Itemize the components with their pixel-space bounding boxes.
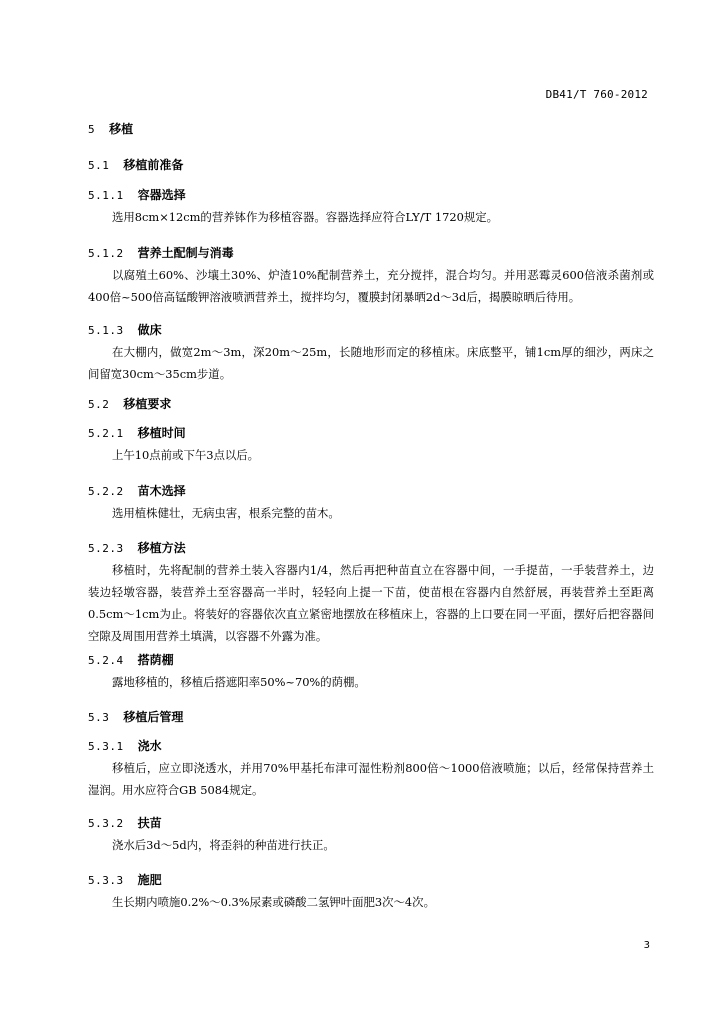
subsection-heading: 5.2.2 苗木选择 — [88, 484, 186, 498]
paragraph-method: 移植时，先将配制的营养土装入容器内1/4，然后再把种苗直立在容器中间，一手提苗，一手装营养土，边装边轻墩容器，装营养土至容器高一半时，轻轻向上提一下苗，使苗根在容器内自然舒展，再装营养土至距离0.5cm～1cm为止。将装好的容器依次直立紧密地摆放在移植床上，容器的上口要在同一平面，摆好后把容器间空隙及周围用营养土填满，以容器不外露为准。 — [88, 563, 654, 643]
subsection-heading: 5.2.4 搭荫棚 — [88, 653, 174, 667]
subsection-heading: 5.3.2 扶苗 — [88, 816, 162, 830]
subsection-heading: 5.1.2 营养土配制与消毒 — [88, 246, 234, 260]
paragraph-support: 浇水后3d～5d内，将歪斜的种苗进行扶正。 — [112, 838, 335, 852]
paragraph-fertilize: 生长期内喷施0.2%～0.3%尿素或磷酸二氢钾叶面肥3次～4次。 — [112, 895, 435, 909]
section-heading: 5.2 移植要求 — [88, 397, 172, 411]
paragraph-water: 移植后，应立即浇透水，并用70%甲基托布津可湿性粉剂800倍～1000倍液喷施；以后，经常保持营养土湿润。用水应符合GB 5084规定。 — [88, 761, 654, 797]
paragraph-bed: 在大棚内，做宽2m～3m，深20m～25m，长随地形而定的移植床。床底整平，铺1cm厚的细沙，两床之间留宽30cm～35cm步道。 — [88, 345, 654, 381]
paragraph-seedling: 选用植株健壮，无病虫害，根系完整的苗木。 — [112, 506, 340, 520]
standard-code: DB41/T 760-2012 — [545, 88, 648, 101]
subsection-heading: 5.1.3 做床 — [88, 323, 162, 337]
section-heading: 5 移植 — [88, 122, 134, 136]
paragraph-time: 上午10点前或下午3点以后。 — [112, 448, 260, 462]
subsection-heading: 5.3.1 浇水 — [88, 739, 162, 753]
paragraph-container: 选用8cm×12cm的营养钵作为移植容器。容器选择应符合LY/T 1720规定。 — [112, 210, 499, 224]
paragraph-soil: 以腐殖土60%、沙壤土30%、炉渣10%配制营养土，充分搅拌，混合均匀。并用恶霉灵600倍液杀菌剂或400倍~500倍高锰酸钾溶液喷洒营养土，搅拌均匀，覆膜封闭暴晒2d～3d后，揭膜晾晒后待用。 — [88, 268, 654, 304]
subsection-heading: 5.1.1 容器选择 — [88, 188, 186, 202]
section-heading: 5.1 移植前准备 — [88, 158, 184, 172]
paragraph-shade: 露地移植的，移植后搭遮阳率50%~70%的荫棚。 — [112, 675, 366, 689]
subsection-heading: 5.2.3 移植方法 — [88, 541, 186, 555]
subsection-heading: 5.2.1 移植时间 — [88, 426, 186, 440]
section-heading: 5.3 移植后管理 — [88, 710, 184, 724]
subsection-heading: 5.3.3 施肥 — [88, 873, 162, 887]
page-number: 3 — [643, 940, 650, 951]
